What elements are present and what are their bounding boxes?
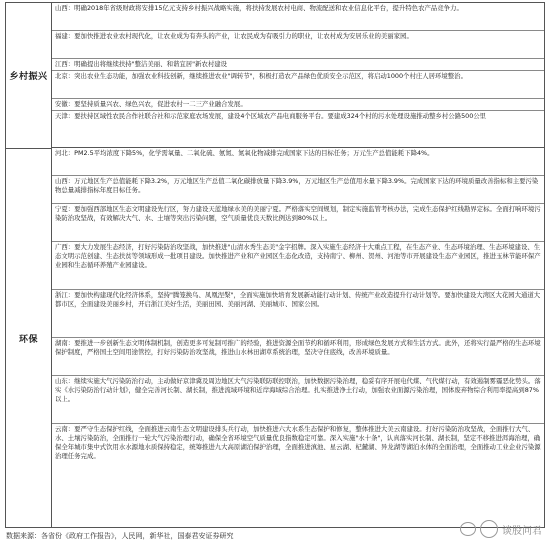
brand-circle-icon — [480, 520, 498, 538]
env-row: 湖南：要推进一步创新生态文明体制机制，创造更多可复制可推广的经验，推进资源全面节约和循环利用，形成绿色发展方式和生活方式。此外，还将实行最严格的生态环境保护制度，严格国土空间用途管控，打好污染防治攻坚战，推进山水林田湖草系统治理，坚决守住底线，改善环境质量。 — [52, 338, 544, 376]
rural-row: 江西：明确提出将继续扶持"整洁美丽、和谐宜居"新农村建设 — [52, 59, 544, 71]
rural-row: 天津：要扶持区域性农民合作社联合社和示范家庭农场发展，建设4个区域农产品电商服务平台。要建成324个村的污水处理设施推动整乡村公路500公里 — [52, 111, 544, 148]
rural-row: 安徽：要坚持质量兴农、绿色兴农，促进农村一二三产业融合发展。 — [52, 99, 544, 111]
env-row: 河北：PM2.5平均浓度下降5%，化学需氧量、二氧化硫、氨氮、氮氧化物减排完成国家下达的目标任务；万元生产总值能耗下降4%。 — [52, 148, 544, 176]
rural-row: 福建：要加快推进农业农村现代化，让农业成为有奔头的产业，让农民成为有吸引力的职业，让农村成为安居乐业的美丽家园。 — [52, 31, 544, 59]
category-column — [6, 3, 52, 527]
wechat-icon — [460, 522, 476, 536]
env-row: 山西：万元地区生产总值能耗下降3.2%，万元地区生产总值二氧化碳排放量下降3.9%，万元地区生产总值用水量下降3.9%。完成国家下达的环境质量改善指标和主要污染物总量减排指标年度目标任务。 — [52, 176, 544, 204]
content-column — [52, 3, 544, 527]
category-environment: 环保 — [18, 334, 38, 345]
rural-row: 北京：突出农业生态功能，加强农业科技创新，继续推进农业"调转节"，积极打造农产品绿色优质安全示范区，将启动1000个村庄人居环境整治。 — [52, 71, 544, 99]
category-rural: 乡村振兴 — [6, 3, 51, 149]
rural-row: 山西：明确2018年省级财政将安排15亿元支持乡村振兴战略实施，将扶持发展农村电商、物流配送和农业信息化平台，提升特色农产品竞争力。 — [52, 3, 544, 31]
env-row: 浙江：要加快构建现代化经济体系，坚持"腾笼换鸟、凤凰涅槃"，全面实施加快培育发展新动能行动计划、传统产业改造提升行动计划等。要加快建设大湾区大花园大通道大都市区，全面建设美丽乡村，开启浙江美好生活，美丽田园、美丽河湖、美丽城市、国家公园。 — [52, 290, 544, 338]
env-row: 云南：要严守生态保护红线，全面推进云南生态文明建设排头兵行动，加快推进六大水系生态保护和修复，整体推进大美云南建设。打好污染防治攻坚战，全面推行大气、水、土壤污染防治，全面推行一轮大气污染治理行动，确保全省环境空气质量优良指数稳定可靠。深入实施"水十条"，认真落实河长制、湖长制，坚定不移推进洱海治理，确保全年城市集中式饮用水水源地水质保持稳定，统筹推进九大高原湖泊保护治理，全面推进滇池、星云湖、杞麓湖、异龙湖等湖泊水体的全面治理，全面推动工业企业污染源治理任务完成。 — [55, 424, 541, 461]
data-source-note: 数据来源：各省份《政府工作报告》，人民网，新华社，国泰君安证券研究 — [6, 532, 234, 540]
watermark — [460, 520, 542, 538]
env-row: 广西：要大力发展生态经济，打好污染防治攻坚战，加快推进"山清水秀生态美"金字招牌。深入实施生态经济十大重点工程，在生态产业、生态环境治理、生态环境建设、生态文明示范创建、生态扶贫等领域形成一批项目建设。加快推进产业和产业园区生态化改造，支持南宁、柳州、贺州、河池等市开展建设生态产业园区，推进玉林节能环保产业园和生态循环养殖产业园建设。 — [52, 242, 544, 290]
policy-table — [5, 2, 545, 528]
env-row: 宁夏：要加强西部地区生态文明建设先行区，努力建设天蓝地绿水美的美丽宁夏。严格落实空间规划，制定实施监管考核办法，完成生态保护红线勘界定标。全面打响环境污染防治攻坚战，有效解决大气、水、土壤等突出污染问题，空气质量优良天数比例达到80%以上。 — [52, 204, 544, 242]
watermark-text: 谈股问君 — [502, 525, 542, 537]
env-row: 山东：继续实施大气污染防治行动，主动做好京津冀及周边地区大气污染联防联控联治，加快数据污染治理，稳妥有序开展电代煤、气代煤行动，有效遏制雾霾恶化势头。落实《水污染防治行动计划》，健全完善河长制、湖长制，推进流域环境和近岸海域综合治理。扎实推进净土行动，加强农业面源污染治理，国体废弃物综合利用率提高到87%以上。 — [52, 376, 544, 424]
